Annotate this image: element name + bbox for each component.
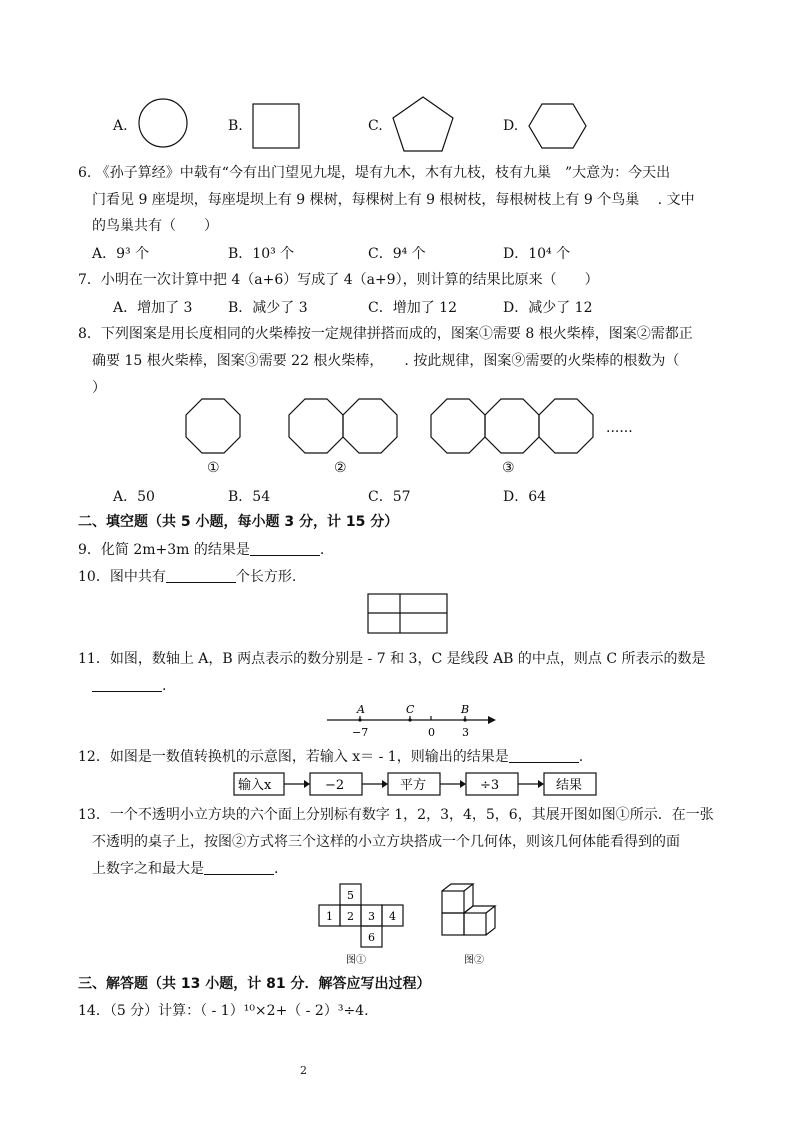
q6-option-d: D．10⁴ 个 [503, 246, 571, 262]
q6-option-b: B．10³ 个 [228, 246, 295, 262]
q9-answer-blank[interactable] [250, 541, 320, 556]
net-face-6: 6 [368, 931, 375, 944]
net-face-3: 3 [368, 910, 375, 923]
q13-line2: 不透明的桌子上，按图②方式将三个这样的小立方块搭成一个几何体，则该几何体能看得到的面 [92, 834, 680, 850]
octagon-pattern-2 [289, 399, 397, 453]
q6-option-a: A．9³ 个 [92, 246, 150, 262]
axis-tick-neg7: −7 [352, 726, 369, 739]
net-face-2: 2 [347, 910, 354, 923]
q12-text: 12．如图是一数值转换机的示意图，若输入 x＝ - 1，则输出的结果是 [78, 749, 509, 765]
q7-option-a: A．增加了 3 [113, 300, 193, 316]
q13-answer-blank[interactable] [204, 860, 274, 875]
pattern-label-3: ③ [502, 460, 515, 476]
q8-option-d: D．64 [503, 489, 547, 505]
q10-line [78, 567, 296, 587]
q8-line2: 确要 15 根火柴棒，图案③需要 22 根火柴棒， . 按此规律，图案⑨需要的火柴棒的根数为（ [92, 353, 680, 369]
q5-option-d-label: D. [503, 118, 519, 134]
q11-end: . [162, 678, 167, 694]
net-face-1: 1 [326, 910, 333, 923]
machine-box-square: 平方 [400, 778, 427, 793]
q9-line [78, 540, 324, 560]
square-shape [252, 103, 302, 149]
axis-tick-0: 0 [428, 726, 435, 739]
pattern-label-2: ② [334, 460, 347, 476]
q7-line1: 7．小明在一次计算中把 4（a+6）写成了 4（a+9），则计算的结果比原来（ ） [78, 272, 599, 288]
cube-net-figure [318, 883, 408, 967]
q11-line2 [92, 676, 166, 696]
q11-line1: 11．如图，数轴上 A，B 两点表示的数分别是 - 7 和 3，C 是线段 AB 的中点，则点 C 所表示的数是 [78, 651, 706, 667]
q7-option-d: D．减少了 12 [503, 300, 593, 316]
octagon-pattern-3 [431, 399, 593, 453]
pattern-label-1: ① [207, 460, 220, 476]
fig2-caption: 图② [464, 955, 484, 966]
number-line-figure [325, 700, 497, 742]
section-2-heading: 二、填空题（共 5 小题，每小题 3 分，计 15 分） [78, 514, 399, 530]
q6-line3: 的鸟巢共有（ ） [92, 218, 218, 234]
q13-line3 [92, 859, 278, 879]
q8-line1: 8．下列图案是用长度相同的火柴棒按一定规律拼搭而成的，图案①需要 8 根火柴棒，图案②需都正 [78, 326, 693, 342]
q7-option-c: C．增加了 12 [368, 300, 457, 316]
q12-line [78, 747, 583, 767]
q11-answer-blank[interactable] [92, 677, 162, 692]
axis-tick-3: 3 [462, 726, 469, 739]
section-3-heading: 三、解答题（共 13 小题，计 81 分．解答应写出过程） [78, 976, 431, 992]
octagon-patterns [185, 398, 645, 460]
rectangle-grid-figure [367, 593, 449, 635]
octagon-pattern-1 [186, 399, 240, 453]
q9-text: 9．化简 2m+3m 的结果是 [78, 542, 250, 558]
q6-line2: 门看见 9 座堤坝，每座堤坝上有 9 棵树，每棵树上有 9 根树枝，每根树枝上有 9 个鸟巢 . 文中 [92, 192, 695, 208]
q5-option-c-label: C. [368, 118, 383, 134]
page-number: 2 [300, 1064, 307, 1077]
q13-text: 上数字之和最大是 [92, 861, 204, 877]
net-face-5: 5 [347, 889, 354, 902]
machine-box-div3: ÷3 [480, 778, 500, 793]
q6-line1: 6. 《孙子算经》中载有“今有出门望见九堤，堤有九木，木有九枝，枝有九巢 ”大意为：今天出 [78, 165, 671, 181]
machine-box-minus2: −2 [325, 778, 345, 793]
q13-line1: 13．一个不透明小立方块的六个面上分别标有数字 1，2，3，4，5，6，其展开图如图①所示．在一张 [78, 807, 714, 823]
axis-label-a: A [357, 703, 365, 716]
fig1-caption: 图① [346, 955, 366, 966]
cube-stack-figure [440, 883, 504, 967]
q8-option-a: A．50 [113, 489, 155, 505]
machine-box-result: 结果 [556, 778, 583, 793]
q12-end: . [578, 749, 584, 765]
q5-option-a-label: A. [113, 118, 128, 134]
q10-end: 个长方形. [235, 569, 297, 585]
q10-text: 10．图中共有 [78, 569, 166, 585]
axis-label-b: B [461, 703, 470, 716]
q6-option-c: C．9⁴ 个 [368, 246, 426, 262]
q8-line3: ） [92, 380, 106, 396]
q5-option-b-label: B. [228, 118, 243, 134]
conversion-machine-figure [233, 771, 618, 799]
hexagon-shape [528, 103, 588, 149]
machine-box-input: 输入x [238, 778, 272, 793]
q8-option-b: B．54 [228, 489, 271, 505]
q12-answer-blank[interactable] [509, 748, 579, 763]
axis-label-c: C [406, 703, 415, 716]
pattern-ellipsis: ...... [606, 420, 633, 436]
q8-option-c: C．57 [368, 489, 411, 505]
q7-option-b: B．减少了 3 [228, 300, 308, 316]
q13-end: . [274, 861, 279, 877]
q10-answer-blank[interactable] [166, 568, 236, 583]
q14-line1: 14．（5 分）计算：（ - 1）¹⁰×2+（ - 2）³÷4. [78, 1003, 369, 1019]
net-face-4: 4 [389, 910, 396, 923]
q9-end: . [319, 542, 325, 558]
circle-shape [138, 98, 188, 148]
pentagon-shape [392, 96, 454, 152]
